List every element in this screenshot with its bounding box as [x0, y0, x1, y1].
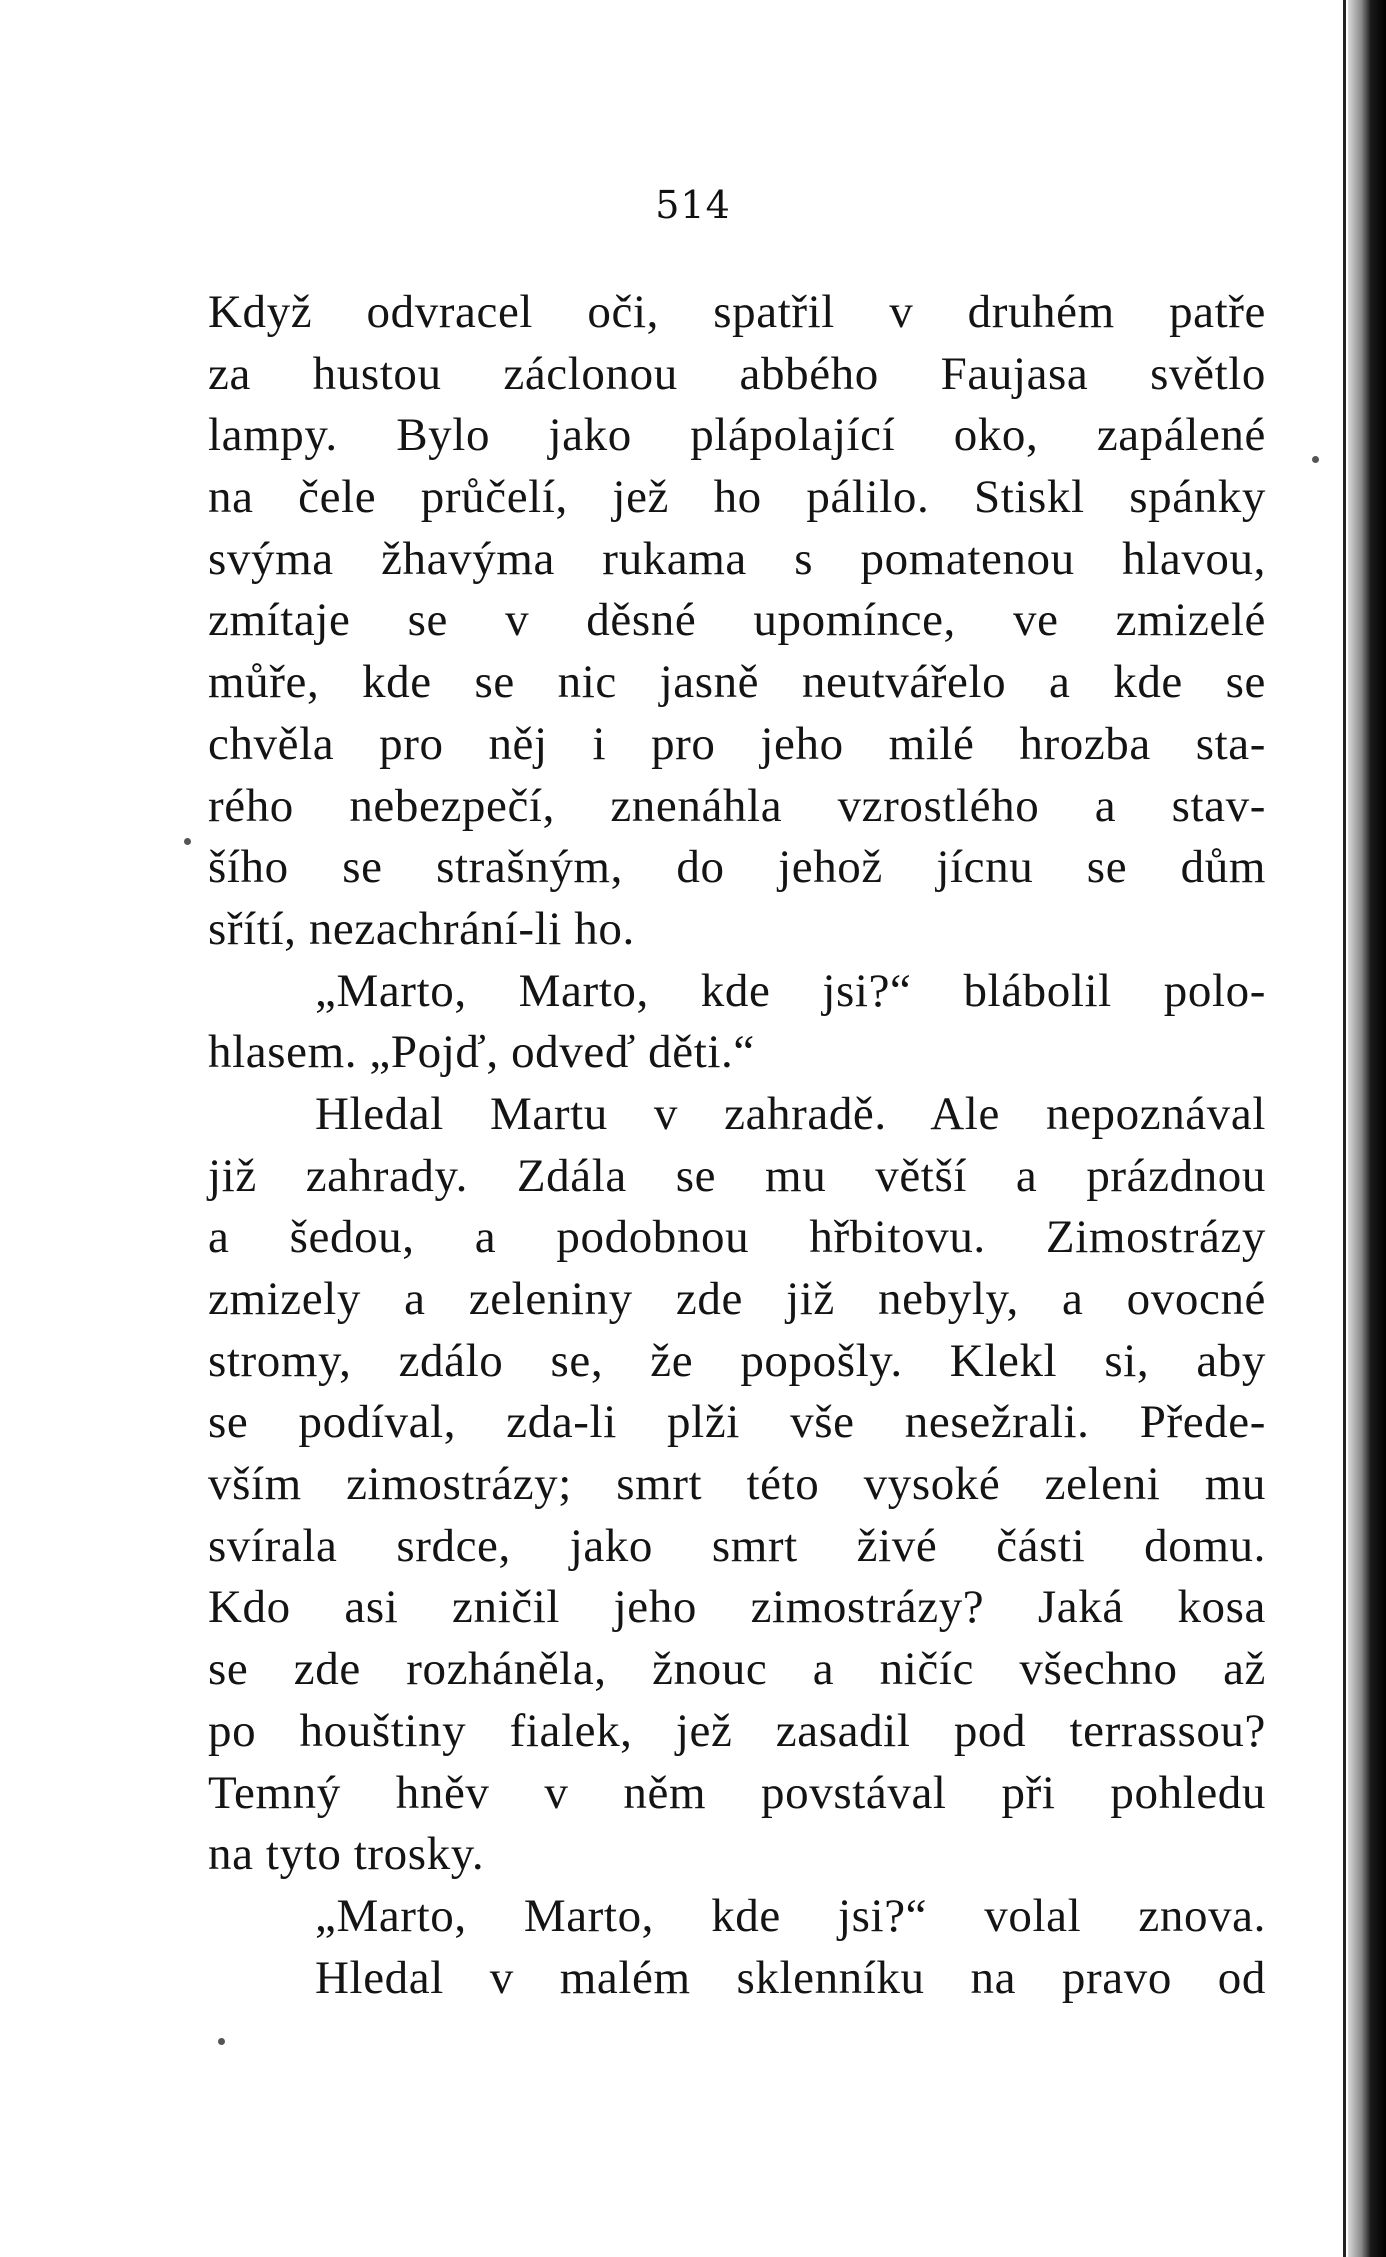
text-line: za hustou záclonou abbého Faujasa světlo: [208, 347, 1266, 400]
text-line: šího se strašným, do jehož jícnu se dům: [208, 841, 1266, 894]
speck-mark: [1312, 456, 1319, 463]
text-line: „Marto, Marto, kde jsi?“ blábolil polo-: [315, 964, 1266, 1017]
page-binding-shadow: [1348, 0, 1386, 2257]
text-line: Když odvracel oči, spatřil v druhém patře: [208, 286, 1266, 338]
page-number: 514: [655, 183, 731, 227]
text-line: Temný hněv v něm povstával při pohledu: [208, 1766, 1266, 1819]
text-line: stromy, zdálo se, že popošly. Klekl si, aby: [208, 1334, 1266, 1387]
text-line: „Marto, Marto, kde jsi?“ volal znova.: [315, 1889, 1266, 1942]
text-line: Hledal Martu v zahradě. Ale nepoznával: [315, 1087, 1266, 1140]
text-line: na čele průčelí, jež ho pálilo. Stiskl spánky: [208, 471, 1266, 524]
text-line: na tyto trosky.: [208, 1828, 485, 1881]
text-line: rého nebezpečí, znenáhla vzrostlého a stav-: [208, 779, 1266, 832]
text-line: Hledal v malém sklenníku na pravo od: [315, 1951, 1266, 2004]
text-line: po houštiny fialek, jež zasadil pod terrassou?: [208, 1704, 1266, 1757]
text-line: vším zimostrázy; smrt této vysoké zeleni mu: [208, 1458, 1266, 1511]
speck-mark: [184, 838, 191, 845]
text-line: lampy. Bylo jako plápolající oko, zapálené: [208, 409, 1266, 462]
text-line: svýma žhavýma rukama s pomatenou hlavou,: [208, 532, 1266, 585]
text-line: hlasem. „Pojď, odveď děti.“: [208, 1026, 755, 1079]
text-line: sřítí, nezachrání-li ho.: [208, 902, 635, 955]
page-edge-line: [1343, 0, 1346, 2257]
text-line: zmítaje se v děsné upomínce, ve zmizelé: [208, 594, 1266, 647]
text-line: zmizely a zeleniny zde již nebyly, a ovocné: [208, 1273, 1266, 1325]
body-text: [208, 282, 1266, 2009]
text-line: Kdo asi zničil jeho zimostrázy? Jaká kosa: [208, 1581, 1266, 1634]
text-line: můře, kde se nic jasně neutvářelo a kde se: [208, 656, 1266, 709]
speck-mark: [218, 2038, 225, 2045]
text-line: se zde rozháněla, žnouc a ničíc všechno až: [208, 1643, 1266, 1696]
text-line: svírala srdce, jako smrt živé části domu.: [208, 1519, 1266, 1572]
text-line: chvěla pro něj i pro jeho milé hrozba sta-: [208, 717, 1266, 770]
text-line: již zahrady. Zdála se mu větší a prázdnou: [208, 1149, 1266, 1202]
text-line: se podíval, zda-li plži vše nesežrali. Přede-: [208, 1396, 1266, 1449]
text-line: a šedou, a podobnou hřbitovu. Zimostrázy: [208, 1211, 1266, 1264]
